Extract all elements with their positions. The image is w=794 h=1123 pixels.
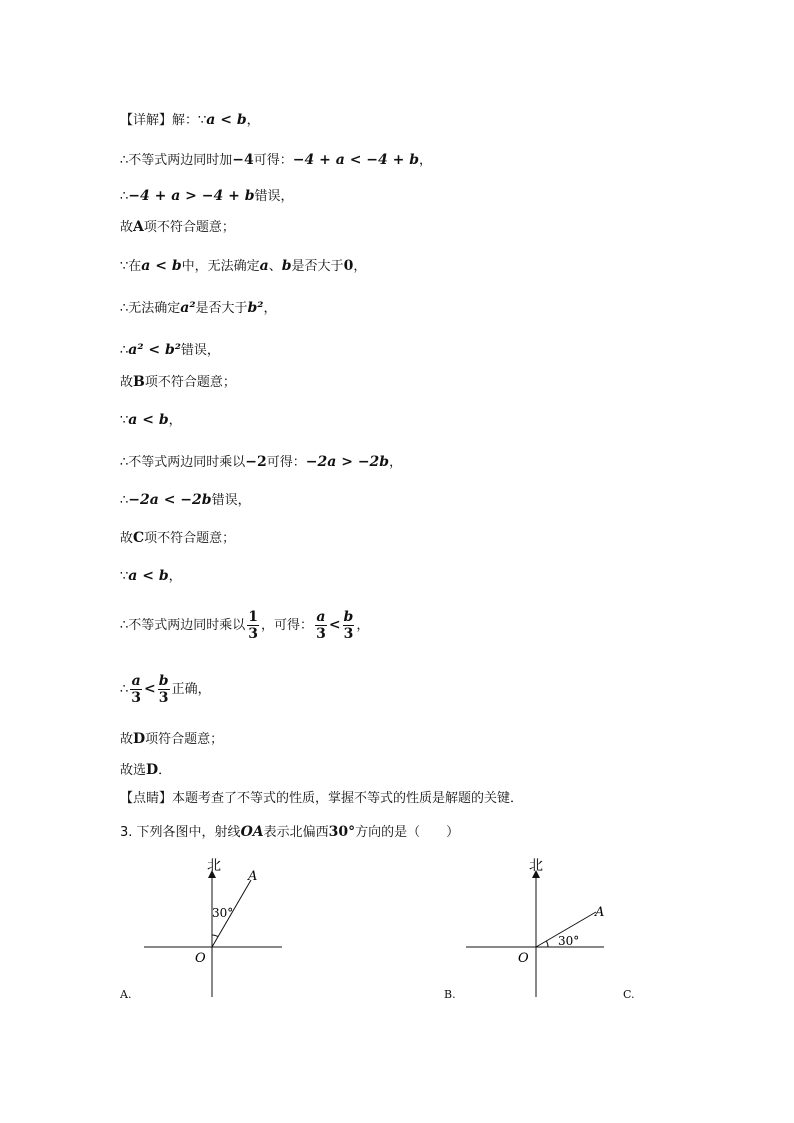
figure-a-label: A.	[120, 988, 132, 1001]
math-number: −4	[232, 152, 254, 168]
text: ，可得：	[261, 618, 314, 633]
point-a-label: A	[595, 905, 605, 920]
text: 项符合题意；	[145, 732, 224, 747]
denominator: 3	[158, 690, 169, 706]
option-b-step1	[120, 256, 366, 277]
text: 错误，	[180, 343, 220, 358]
comma: ，	[389, 455, 403, 470]
fraction-a-third	[315, 609, 327, 642]
figure-b-label: B.	[444, 988, 456, 1001]
comma: ，	[168, 413, 182, 428]
detail-heading: 【详解】解：	[120, 113, 199, 128]
text: 项不符合题意；	[143, 220, 235, 235]
math-expression: −2a > −2b	[305, 454, 390, 470]
option-a-step2	[120, 186, 294, 207]
comma: ，	[356, 618, 370, 633]
therefore-symbol: ∴	[120, 493, 129, 508]
denominator: 3	[343, 626, 354, 642]
text: 不等式两边同时乘以	[128, 455, 246, 470]
text: 故	[120, 375, 134, 390]
comment-text: 【点睛】本题考查了不等式的性质，掌握不等式的性质是解题的关键．	[120, 791, 524, 806]
option-d-given	[120, 566, 182, 587]
option-b-conclusion	[120, 372, 236, 393]
math-expression: a²	[180, 300, 196, 316]
math-expression: a < b	[141, 258, 182, 274]
ray-name: OA	[240, 824, 264, 840]
fraction-a-third	[130, 673, 142, 706]
comma: ，	[246, 113, 260, 128]
text: 无法确定	[128, 301, 181, 316]
fraction-b-third	[343, 609, 355, 642]
less-than: <	[144, 681, 156, 697]
text: 故	[120, 732, 134, 747]
fraction-one-third	[247, 609, 259, 642]
because-symbol: ∵	[120, 259, 129, 274]
math-var: b	[281, 258, 292, 274]
text: 可得：	[253, 153, 293, 168]
origin-label: O	[518, 951, 529, 966]
option-c-step1	[120, 452, 402, 473]
option-a-conclusion	[120, 217, 235, 238]
math-expression: −4 + a < −4 + b	[292, 152, 420, 168]
comma: ，	[419, 153, 433, 168]
text: 、	[268, 259, 282, 274]
therefore-symbol: ∴	[120, 455, 129, 470]
text: 中，无法确定	[181, 259, 260, 274]
numerator: a	[316, 609, 326, 625]
option-b-step2	[120, 298, 276, 319]
text: 项不符合题意；	[144, 531, 236, 546]
numerator: a	[131, 673, 141, 689]
angle-value: 30°	[328, 824, 356, 840]
angle-arc	[546, 941, 548, 947]
figure-c-label: C.	[623, 988, 635, 1001]
option-d-step1	[120, 606, 369, 645]
numerator: 1	[248, 609, 259, 625]
because-symbol: ∵	[120, 413, 129, 428]
text: 在	[128, 259, 142, 274]
answer-letter: D	[146, 762, 159, 778]
text: 是否大于	[291, 259, 344, 274]
option-a-step1	[120, 150, 432, 171]
because-symbol: ∵	[120, 569, 129, 584]
therefore-symbol: ∴	[120, 153, 129, 168]
text: 故选	[120, 763, 147, 778]
text: 下列各图中，射线	[136, 825, 241, 840]
option-letter: D	[133, 731, 146, 747]
origin-label: O	[195, 951, 206, 966]
angle-label: 30°	[212, 906, 234, 920]
figure-b-diagram	[462, 852, 612, 1002]
north-label: 北	[207, 858, 221, 874]
text: 可得：	[266, 455, 306, 470]
text: 不等式两边同时加	[128, 153, 233, 168]
math-var: a	[259, 258, 269, 274]
option-b-step3	[120, 340, 220, 361]
because-symbol: ∵	[198, 113, 207, 128]
math-expression: b²	[247, 300, 264, 316]
therefore-symbol: ∴	[120, 301, 129, 316]
angle-label: 30°	[558, 934, 580, 948]
math-expression: a < b	[128, 412, 169, 428]
text: 故	[120, 531, 134, 546]
condition-a-lt-b: a < b	[206, 112, 247, 128]
math-expression: a² < b²	[128, 342, 181, 358]
comma: ，	[353, 259, 367, 274]
angle-arc	[212, 935, 218, 937]
option-c-given	[120, 410, 182, 431]
option-letter: C	[133, 530, 145, 546]
fraction-b-third	[158, 673, 170, 706]
text: 方向的是（ ）	[355, 825, 460, 840]
numerator: b	[343, 609, 354, 625]
option-c-conclusion	[120, 528, 235, 549]
therefore-symbol: ∴	[120, 618, 129, 633]
figure-a-diagram	[140, 852, 290, 1002]
denominator: 3	[248, 626, 259, 642]
math-expression: a < b	[128, 568, 169, 584]
text: 错误，	[211, 493, 251, 508]
comment-line	[120, 789, 523, 809]
math-expression: −4 + a > −4 + b	[128, 188, 255, 204]
denominator: 3	[131, 690, 142, 706]
text: 表示北偏西	[263, 825, 329, 840]
option-letter: A	[133, 219, 144, 235]
text: 不等式两边同时乘以	[128, 618, 246, 633]
text: 项不符合题意；	[144, 375, 236, 390]
math-expression: −2a < −2b	[128, 492, 212, 508]
text: 是否大于	[195, 301, 248, 316]
therefore-symbol: ∴	[120, 343, 129, 358]
detail-heading-line	[120, 110, 260, 131]
option-d-step2	[120, 670, 211, 709]
math-number: −2	[245, 454, 267, 470]
point-a-label: A	[248, 869, 258, 884]
therefore-symbol: ∴	[120, 189, 129, 204]
text: ．	[158, 763, 172, 778]
question-3	[120, 822, 459, 843]
denominator: 3	[316, 626, 326, 642]
option-d-conclusion	[120, 729, 223, 750]
text: 错误，	[254, 189, 294, 204]
less-than: <	[328, 617, 341, 633]
math-number: 0	[343, 258, 354, 274]
therefore-symbol: ∴	[120, 682, 129, 697]
final-answer	[120, 760, 171, 781]
text: 故	[120, 220, 134, 235]
numerator: b	[158, 673, 169, 689]
option-letter: B	[133, 374, 145, 390]
question-number: 3.	[120, 825, 133, 840]
comma: ，	[168, 569, 182, 584]
north-label: 北	[529, 858, 543, 874]
option-c-step2	[120, 490, 251, 511]
comma: ，	[263, 301, 277, 316]
text: 正确，	[171, 682, 211, 697]
